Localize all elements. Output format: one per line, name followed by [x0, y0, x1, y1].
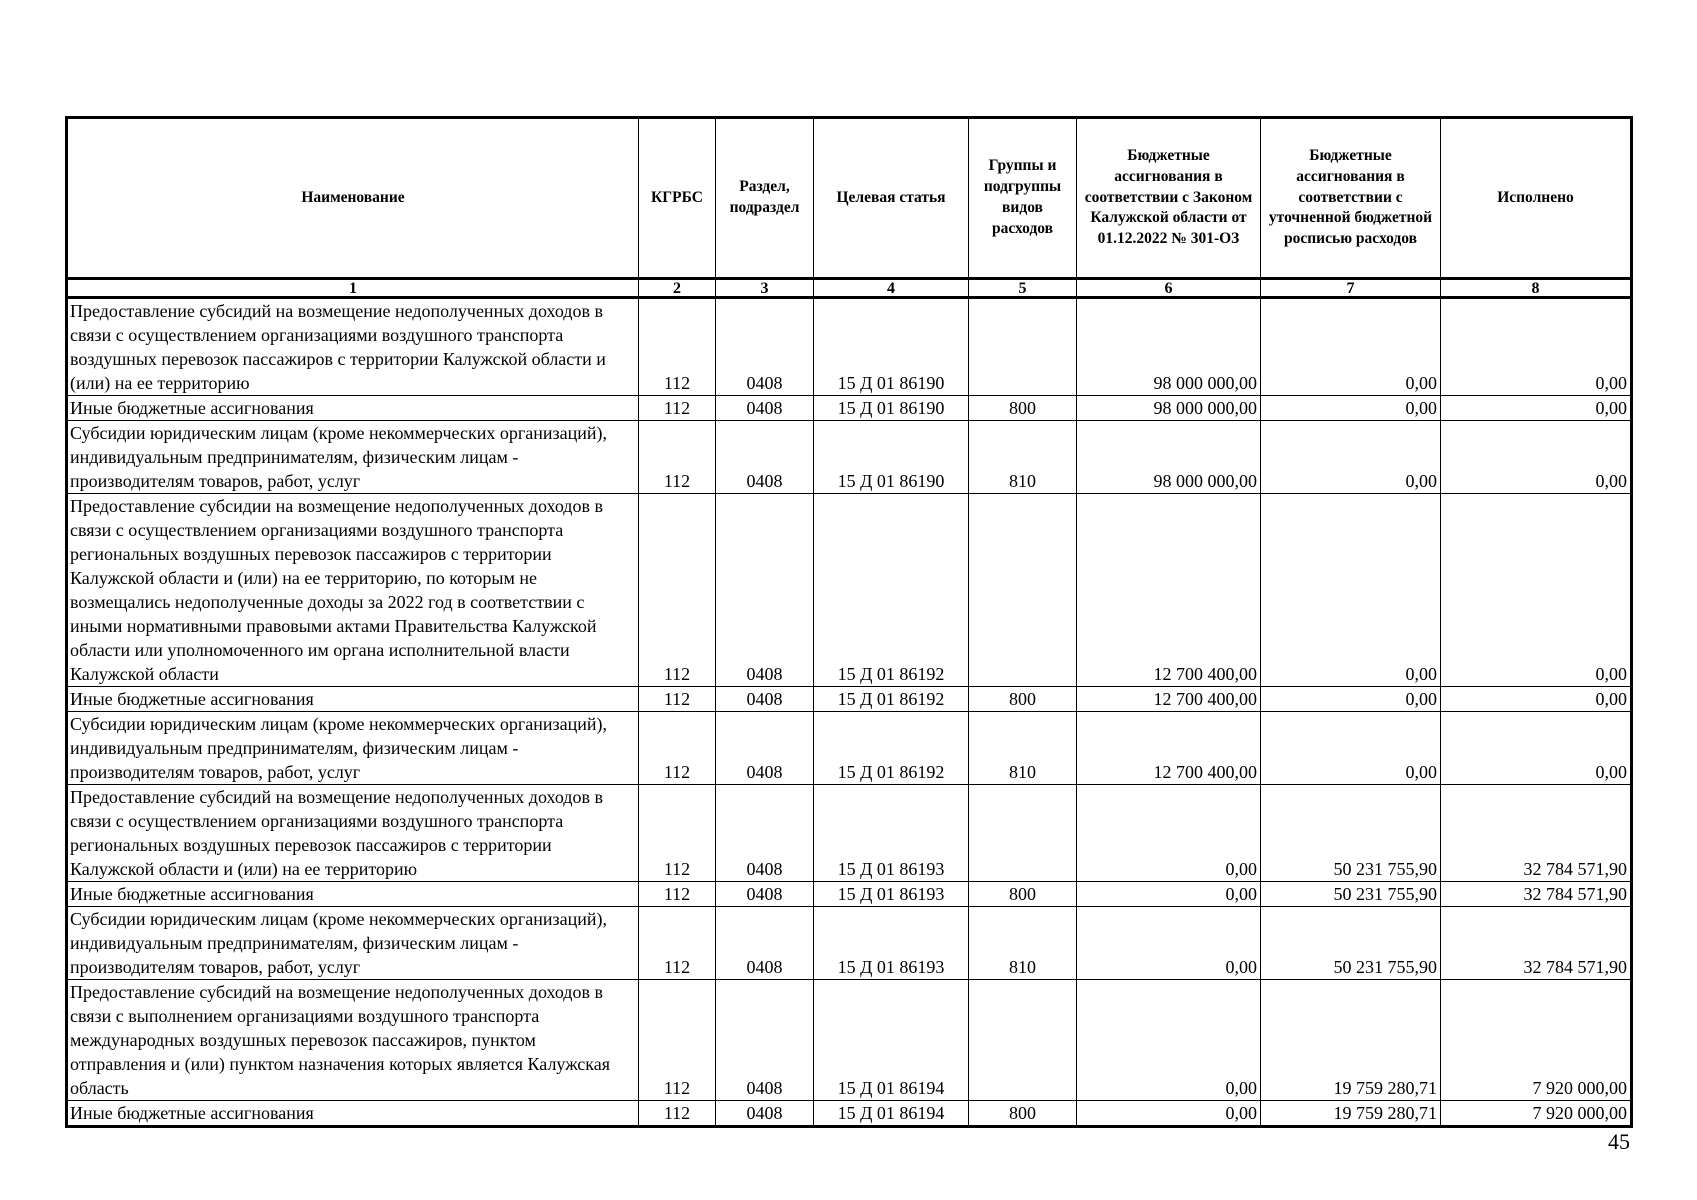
cell-revised-allocation: 0,00 — [1261, 421, 1441, 494]
cell-kgrbs: 112 — [639, 1101, 716, 1127]
cell-executed: 0,00 — [1441, 421, 1632, 494]
cell-name: Субсидии юридическим лицам (кроме некоммерческих организаций), индивидуальным предпринимателям, физическим лицам - производителям товаров, работ, услуг — [67, 907, 639, 980]
cell-section: 0408 — [716, 712, 814, 785]
cell-kgrbs: 112 — [639, 907, 716, 980]
cell-section: 0408 — [716, 785, 814, 882]
table-row — [67, 785, 1632, 882]
cell-name: Иные бюджетные ассигнования — [67, 396, 639, 421]
budget-table — [65, 116, 1633, 1128]
cell-executed: 7 920 000,00 — [1441, 980, 1632, 1101]
cell-kgrbs: 112 — [639, 494, 716, 687]
column-number: 6 — [1077, 279, 1261, 298]
table-row — [67, 687, 1632, 712]
cell-expense-group — [969, 785, 1077, 882]
cell-expense-group: 800 — [969, 882, 1077, 907]
cell-section: 0408 — [716, 882, 814, 907]
cell-law-allocation: 98 000 000,00 — [1077, 396, 1261, 421]
cell-expense-group — [969, 980, 1077, 1101]
cell-revised-allocation: 50 231 755,90 — [1261, 907, 1441, 980]
column-number: 2 — [639, 279, 716, 298]
header-row — [67, 118, 1632, 279]
cell-name: Предоставление субсидии на возмещение недополученных доходов в связи с осуществлением организациями воздушного транспорта региональных воздушных перевозок пассажиров с территории Калужской области и (или) на ее территорию, по которым не возмещались недополученные доходы за 2022 год в соответствии с иными нормативными правовыми актами Правительства Калужской области или уполномоченного им органа исполнительной власти Калужской области — [67, 494, 639, 687]
cell-executed: 32 784 571,90 — [1441, 882, 1632, 907]
cell-kgrbs: 112 — [639, 421, 716, 494]
cell-name: Иные бюджетные ассигнования — [67, 687, 639, 712]
cell-executed: 32 784 571,90 — [1441, 785, 1632, 882]
cell-name: Субсидии юридическим лицам (кроме некоммерческих организаций), индивидуальным предпринимателям, физическим лицам - производителям товаров, работ, услуг — [67, 421, 639, 494]
cell-section: 0408 — [716, 687, 814, 712]
page-number: 45 — [1608, 1129, 1630, 1154]
table-row — [67, 882, 1632, 907]
cell-section: 0408 — [716, 494, 814, 687]
cell-law-allocation: 0,00 — [1077, 980, 1261, 1101]
cell-kgrbs: 112 — [639, 980, 716, 1101]
table-row — [67, 1101, 1632, 1127]
cell-section: 0408 — [716, 907, 814, 980]
cell-revised-allocation: 50 231 755,90 — [1261, 785, 1441, 882]
table-row — [67, 421, 1632, 494]
cell-target-article: 15 Д 01 86194 — [814, 1101, 969, 1127]
cell-revised-allocation: 50 231 755,90 — [1261, 882, 1441, 907]
cell-law-allocation: 0,00 — [1077, 907, 1261, 980]
cell-revised-allocation: 19 759 280,71 — [1261, 980, 1441, 1101]
cell-expense-group — [969, 494, 1077, 687]
cell-kgrbs: 112 — [639, 785, 716, 882]
cell-executed: 0,00 — [1441, 687, 1632, 712]
cell-law-allocation: 98 000 000,00 — [1077, 298, 1261, 396]
cell-law-allocation: 0,00 — [1077, 882, 1261, 907]
header-cell-revised-allocations: Бюджетные ассигнования в соответствии с уточненной бюджетной росписью расходов — [1261, 118, 1441, 279]
cell-target-article: 15 Д 01 86192 — [814, 712, 969, 785]
cell-expense-group: 810 — [969, 712, 1077, 785]
cell-section: 0408 — [716, 298, 814, 396]
column-number: 1 — [67, 279, 639, 298]
cell-expense-group: 810 — [969, 907, 1077, 980]
cell-revised-allocation: 0,00 — [1261, 494, 1441, 687]
cell-revised-allocation: 0,00 — [1261, 396, 1441, 421]
cell-law-allocation: 98 000 000,00 — [1077, 421, 1261, 494]
cell-target-article: 15 Д 01 86193 — [814, 882, 969, 907]
column-number: 3 — [716, 279, 814, 298]
cell-law-allocation: 0,00 — [1077, 1101, 1261, 1127]
cell-executed: 32 784 571,90 — [1441, 907, 1632, 980]
cell-law-allocation: 12 700 400,00 — [1077, 494, 1261, 687]
cell-expense-group — [969, 298, 1077, 396]
header-cell-kgrbs: КГРБС — [639, 118, 716, 279]
cell-name: Иные бюджетные ассигнования — [67, 882, 639, 907]
cell-revised-allocation: 19 759 280,71 — [1261, 1101, 1441, 1127]
cell-revised-allocation: 0,00 — [1261, 298, 1441, 396]
cell-revised-allocation: 0,00 — [1261, 687, 1441, 712]
cell-section: 0408 — [716, 421, 814, 494]
cell-executed: 0,00 — [1441, 712, 1632, 785]
cell-kgrbs: 112 — [639, 298, 716, 396]
cell-kgrbs: 112 — [639, 882, 716, 907]
cell-expense-group: 800 — [969, 687, 1077, 712]
cell-law-allocation: 12 700 400,00 — [1077, 687, 1261, 712]
header-cell-section: Раздел, подраздел — [716, 118, 814, 279]
cell-target-article: 15 Д 01 86190 — [814, 396, 969, 421]
cell-target-article: 15 Д 01 86190 — [814, 298, 969, 396]
cell-target-article: 15 Д 01 86192 — [814, 687, 969, 712]
cell-section: 0408 — [716, 980, 814, 1101]
cell-executed: 7 920 000,00 — [1441, 1101, 1632, 1127]
table-row — [67, 494, 1632, 687]
cell-expense-group: 800 — [969, 396, 1077, 421]
cell-revised-allocation: 0,00 — [1261, 712, 1441, 785]
cell-kgrbs: 112 — [639, 712, 716, 785]
cell-executed: 0,00 — [1441, 298, 1632, 396]
table-row — [67, 980, 1632, 1101]
table-row — [67, 298, 1632, 396]
header-cell-name: Наименование — [67, 118, 639, 279]
cell-expense-group: 810 — [969, 421, 1077, 494]
cell-name: Предоставление субсидий на возмещение недополученных доходов в связи с осуществлением организациями воздушного транспорта региональных воздушных перевозок пассажиров с территории Калужской области и (или) на ее территорию — [67, 785, 639, 882]
table-row — [67, 396, 1632, 421]
table-header — [67, 118, 1632, 298]
cell-target-article: 15 Д 01 86192 — [814, 494, 969, 687]
cell-law-allocation: 12 700 400,00 — [1077, 712, 1261, 785]
header-cell-target-article: Целевая статья — [814, 118, 969, 279]
table-body — [67, 298, 1632, 1127]
column-number: 8 — [1441, 279, 1632, 298]
column-number: 7 — [1261, 279, 1441, 298]
cell-name: Предоставление субсидий на возмещение недополученных доходов в связи с осуществлением организациями воздушного транспорта воздушных перевозок пассажиров с территории Калужской области и (или) на ее территорию — [67, 298, 639, 396]
cell-target-article: 15 Д 01 86193 — [814, 907, 969, 980]
table-row — [67, 712, 1632, 785]
cell-kgrbs: 112 — [639, 687, 716, 712]
cell-target-article: 15 Д 01 86194 — [814, 980, 969, 1101]
cell-kgrbs: 112 — [639, 396, 716, 421]
column-number: 5 — [969, 279, 1077, 298]
cell-name: Субсидии юридическим лицам (кроме некоммерческих организаций), индивидуальным предпринимателям, физическим лицам - производителям товаров, работ, услуг — [67, 712, 639, 785]
column-number-row — [67, 279, 1632, 298]
cell-section: 0408 — [716, 1101, 814, 1127]
cell-target-article: 15 Д 01 86193 — [814, 785, 969, 882]
cell-expense-group: 800 — [969, 1101, 1077, 1127]
header-cell-law-allocations: Бюджетные ассигнования в соответствии с Законом Калужской области от 01.12.2022 № 301-ОЗ — [1077, 118, 1261, 279]
cell-section: 0408 — [716, 396, 814, 421]
table-row — [67, 907, 1632, 980]
header-cell-expense-group: Группы и подгруппы видов расходов — [969, 118, 1077, 279]
column-number: 4 — [814, 279, 969, 298]
cell-target-article: 15 Д 01 86190 — [814, 421, 969, 494]
cell-executed: 0,00 — [1441, 396, 1632, 421]
cell-executed: 0,00 — [1441, 494, 1632, 687]
cell-law-allocation: 0,00 — [1077, 785, 1261, 882]
header-cell-executed: Исполнено — [1441, 118, 1632, 279]
cell-name: Иные бюджетные ассигнования — [67, 1101, 639, 1127]
cell-name: Предоставление субсидий на возмещение недополученных доходов в связи с выполнением организациями воздушного транспорта международных воздушных перевозок пассажиров, пунктом отправления и (или) пунктом назначения которых является Калужская область — [67, 980, 639, 1101]
